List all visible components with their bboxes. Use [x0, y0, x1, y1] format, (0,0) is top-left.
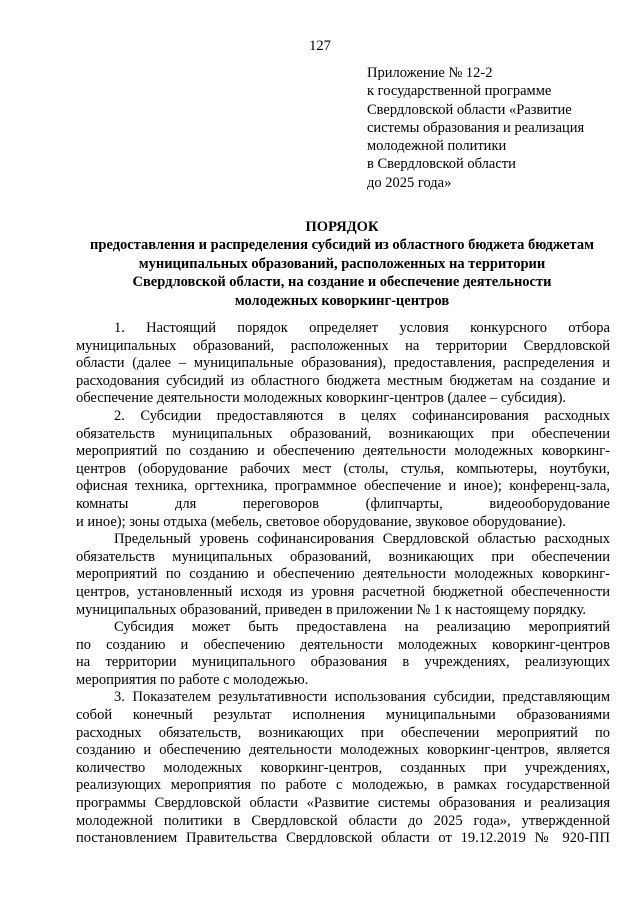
paragraph-line: офисная техника, оргтехника, программное обеспечение и иное); конференц-зала,	[76, 478, 610, 495]
paragraph-line: по созданию и обеспечению деятельности молодежных коворкинг-центров	[76, 636, 610, 653]
paragraph	[76, 408, 610, 531]
paragraph-line: созданию и обеспечению деятельности молодежных коворкинг-центров, является	[76, 742, 610, 759]
paragraph	[76, 320, 610, 408]
paragraph-line: количество молодежных коворкинг-центров, созданных при учреждениях,	[76, 759, 610, 776]
paragraph-line: и иное); зоны отдыха (мебель, световое оборудование, звуковое оборудование).	[76, 513, 566, 530]
document-body	[76, 320, 610, 848]
paragraph-line: расходования субсидий из областного бюджета местным бюджетам на создание и	[76, 372, 610, 389]
paragraph-line: 1. Настоящий порядок определяет условия конкурсного отбора	[114, 320, 610, 336]
paragraph-line: мероприятия по работе с молодежью.	[76, 671, 309, 688]
paragraph	[76, 689, 610, 847]
paragraph-line: мероприятий по созданию и обеспечению деятельности молодежных коворкинг-	[76, 566, 610, 583]
appendix-line: системы образования и реализация	[367, 119, 585, 136]
paragraph-line: мероприятий по созданию и обеспечению деятельности молодежных коворкинг-	[76, 443, 610, 460]
paragraph-line: реализующих мероприятия по работе с молодежью, в рамках государственной	[76, 777, 610, 794]
appendix-line: молодежной политики	[367, 138, 507, 155]
paragraph	[76, 531, 610, 619]
title-line: предоставления и распределения субсидий из областного бюджета бюджетам	[90, 237, 594, 254]
paragraph-line: расходных обязательств, возникающих при обеспечении мероприятий по	[76, 724, 610, 741]
appendix-line: в Свердловской области	[367, 156, 516, 173]
paragraph-line: центров (оборудование рабочих мест (столы, стулья, компьютеры, ноутбуки,	[76, 460, 610, 477]
paragraph	[76, 619, 610, 689]
paragraph-line: Предельный уровень софинансирования Свердловской областью расходных	[114, 531, 610, 548]
paragraph-line: обязательств муниципальных образований, возникающих при обеспечении	[76, 425, 610, 442]
appendix-line: к государственной программе	[367, 83, 552, 100]
paragraph-line: муниципальных образований, приведен в приложении № 1 к настоящему порядку.	[76, 601, 586, 618]
paragraph-line: постановлением Правительства Свердловской области от 19.12.2019 № 920-ПП	[76, 830, 610, 847]
paragraph-line: Субсидия может быть предоставлена на реализацию мероприятий	[114, 619, 610, 636]
title-heading: ПОРЯДОК	[305, 219, 379, 235]
appendix-line: Приложение № 12-2	[367, 65, 493, 81]
title-line: Свердловской области, на создание и обеспечение деятельности	[132, 274, 552, 291]
document-title	[70, 218, 614, 310]
title-line: муниципальных образований, расположенных на территории	[138, 255, 546, 272]
paragraph-line: программы Свердловской области «Развитие системы образования и реализация	[76, 795, 610, 812]
paragraph-line: на территории муниципального образования в учреждениях, реализующих	[76, 654, 610, 671]
title-line: молодежных коворкинг-центров	[234, 292, 450, 309]
paragraph-line: области (далее – муниципальные образования), предоставления, распределения и	[76, 355, 610, 372]
appendix-line: Свердловской области «Развитие	[367, 101, 572, 118]
paragraph-line: 2. Субсидии предоставляются в целях софинансирования расходных	[114, 407, 610, 424]
appendix-line: до 2025 года»	[367, 174, 452, 191]
paragraph-line: обязательств муниципальных образований, возникающих при обеспечении	[76, 548, 610, 565]
paragraph-line: собой конечный результат исполнения муниципальными образованиями	[76, 707, 610, 724]
paragraph-line: молодежной политики в Свердловской области до 2025 года», утвержденной	[76, 812, 610, 829]
paragraph-line: муниципальных образований, расположенных на территории Свердловской	[76, 337, 610, 354]
paragraph-line: комнаты для переговоров (флипчарты, видеооборудование	[76, 495, 610, 512]
paragraph-line: обеспечение деятельности молодежных коворкинг-центров (далее – субсидия).	[76, 390, 567, 407]
appendix-note	[367, 64, 627, 192]
paragraph-line: 3. Показателем результативности использования субсидии, представляющим	[114, 689, 610, 706]
page-number: 127	[309, 38, 331, 54]
paragraph-line: центров, установленный исходя из уровня расчетной бюджетной обеспеченности	[76, 583, 610, 600]
